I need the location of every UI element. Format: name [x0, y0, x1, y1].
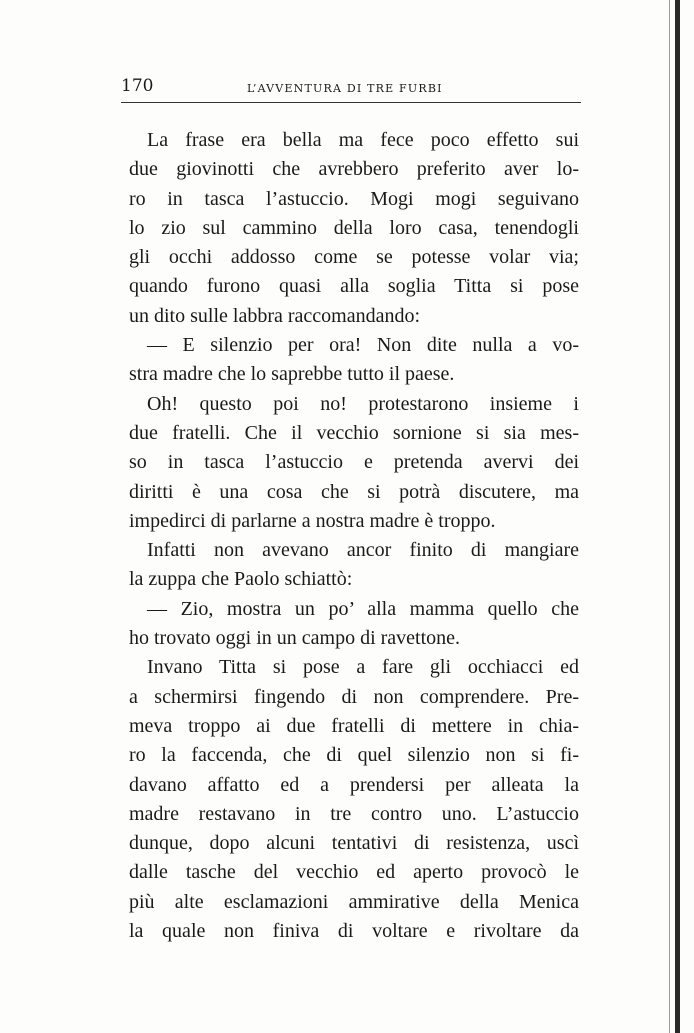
text-line: gli occhi addosso come se potesse volar via; — [129, 246, 579, 269]
page-edge-binding — [675, 0, 680, 1033]
text-line: a schermirsi fingendo di non comprendere. Pre- — [129, 685, 579, 708]
text-line: diritti è una cosa che si potrà discutere, ma — [129, 480, 579, 503]
text-line: stra madre che lo saprebbe tutto il paese. — [129, 363, 455, 386]
text-line: ro in tasca l’astuccio. Mogi mogi seguivano — [129, 187, 579, 210]
text-line: — Zio, mostra un po’ alla mamma quello che — [147, 597, 579, 620]
text-line: dalle tasche del vecchio ed aperto provocò le — [129, 861, 579, 884]
text-line: Infatti non avevano ancor finito di mangiare — [147, 539, 579, 562]
text-line: La frase era bella ma fece poco effetto sui — [147, 129, 579, 151]
text-line: dunque, dopo alcuni tentativi di resistenza, uscì — [129, 832, 579, 855]
page-number: 170 — [121, 76, 154, 96]
text-line: so in tasca l’astuccio e pretenda avervi dei — [129, 451, 579, 474]
text-line: la zuppa che Paolo schiattò: — [129, 568, 353, 591]
text-line: Oh! questo poi no! protestarono insieme i — [147, 392, 579, 415]
text-line: ho trovato oggi in un campo di ravettone. — [129, 627, 461, 650]
text-line: un dito sulle labbra raccomandando: — [129, 304, 421, 327]
running-head: L’AVVENTURA DI TRE FURBI — [247, 82, 443, 95]
text-line: Invano Titta si pose a fare gli occhiacci ed — [147, 656, 579, 679]
page-header — [121, 76, 581, 103]
text-line: impedirci di parlarne a nostra madre è troppo. — [129, 509, 496, 532]
text-line: — E silenzio per ora! Non dite nulla a vo- — [147, 334, 579, 357]
body-text — [129, 126, 579, 946]
text-line: quando furono quasi alla soglia Titta si pose — [129, 275, 579, 298]
text-line: meva troppo ai due fratelli di mettere in chia- — [129, 714, 579, 737]
text-line: più alte esclamazioni ammirative della Menica — [129, 890, 579, 913]
text-line: la quale non finiva di voltare e rivoltare da — [129, 920, 579, 943]
text-line: ro la faccenda, che di quel silenzio non si fi- — [129, 744, 579, 767]
text-line: madre restavano in tre contro uno. L’astuccio — [129, 802, 579, 825]
text-line: lo zio sul cammino della loro casa, tenendogli — [129, 216, 579, 239]
text-line: due fratelli. Che il vecchio sornione si sia mes- — [129, 421, 579, 444]
text-line: davano affatto ed a prendersi per alleata la — [129, 773, 579, 796]
page-edge-shadow — [669, 0, 670, 1033]
text-line: due giovinotti che avrebbero preferito aver lo- — [129, 158, 579, 181]
